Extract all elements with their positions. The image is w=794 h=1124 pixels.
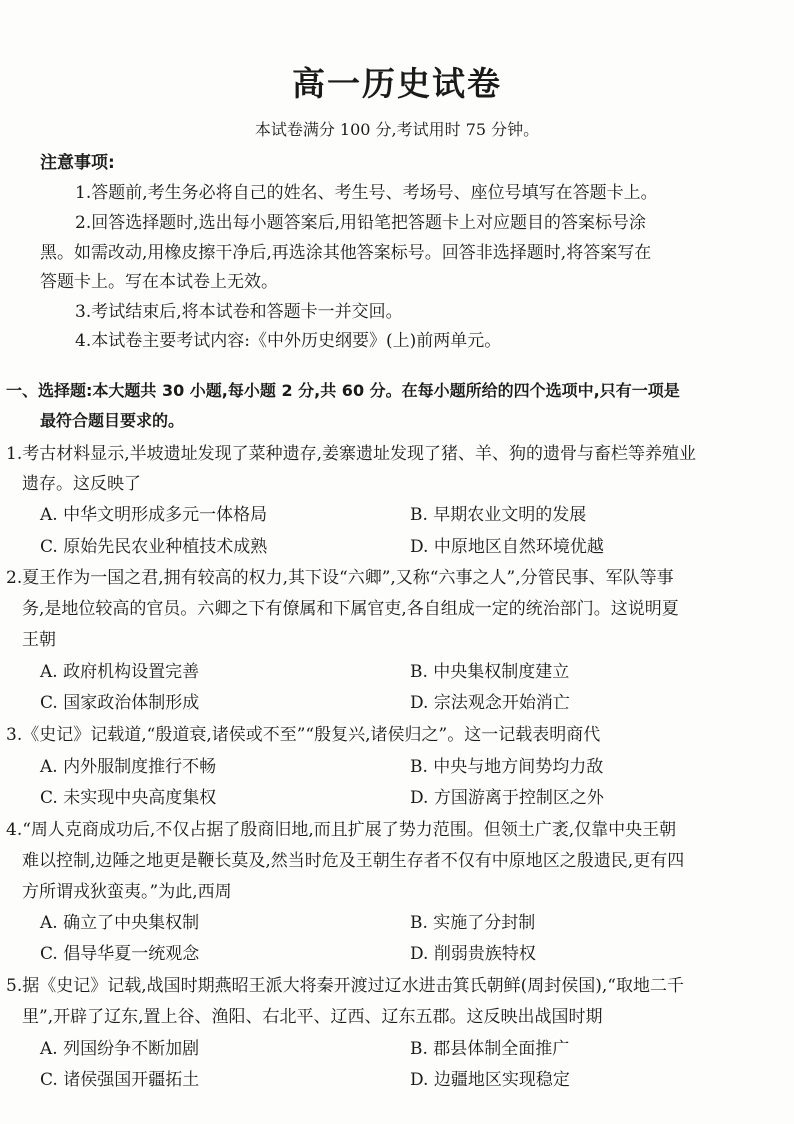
option-b: B. 实施了分封制: [410, 913, 536, 933]
question-stem: 务,是地位较高的官员。六卿之下有僚属和下属官吏,各自组成一定的统治部门。这说明夏: [22, 599, 679, 619]
exam-subtitle: 本试卷满分 100 分,考试用时 75 分钟。: [254, 120, 540, 139]
option-a: A. 政府机构设置完善: [40, 662, 200, 682]
question-stem: 王朝: [22, 630, 56, 650]
question-stem: 1.考古材料显示,半坡遗址发现了菜种遗存,姜寨遗址发现了猪、羊、狗的遗骨与畜栏等养殖业: [6, 444, 697, 464]
option-a: A. 内外服制度推行不畅: [40, 757, 217, 777]
notice-line: 答题卡上。写在本试卷上无效。: [40, 272, 278, 292]
option-b: B. 中央与地方间势均力敌: [410, 757, 604, 777]
option-a: A. 确立了中央集权制: [40, 913, 200, 933]
option-d: D. 宗法观念开始消亡: [410, 693, 570, 713]
option-b: B. 中央集权制度建立: [410, 662, 570, 682]
section-heading-cont: 最符合题目要求的。: [40, 411, 185, 430]
question-stem: 里”,开辟了辽东,置上谷、渔阳、右北平、辽西、辽东五郡。这反映出战国时期: [22, 1007, 603, 1027]
page-title: 高一历史试卷: [292, 64, 502, 103]
section-heading: 一、选择题:本大题共 30 小题,每小题 2 分,共 60 分。在每小题所给的四个选项中,只有一项是: [6, 381, 680, 400]
question-stem: 3.《史记》记载道,“殷道衰,诸侯或不至”“殷复兴,诸侯归之”。这一记载表明商代: [6, 725, 601, 745]
option-d: D. 削弱贵族特权: [410, 944, 536, 964]
option-c: C. 诸侯强国开疆拓土: [40, 1070, 200, 1090]
option-d: D. 边疆地区实现稳定: [410, 1070, 570, 1090]
option-a: A. 列国纷争不断加剧: [40, 1039, 200, 1059]
option-b: B. 早期农业文明的发展: [410, 505, 587, 525]
question-stem: 难以控制,边陲之地更是鞭长莫及,然当时危及王朝生存者不仅有中原地区之殷遗民,更有四: [22, 851, 685, 871]
option-d: D. 中原地区自然环境优越: [410, 537, 604, 557]
option-c: C. 国家政治体制形成: [40, 693, 200, 713]
notice-line: 2.回答选择题时,选出每小题答案后,用铅笔把答题卡上对应题目的答案标号涂: [75, 213, 647, 233]
notice-heading: 注意事项:: [40, 153, 115, 173]
option-d: D. 方国游离于控制区之外: [410, 788, 604, 808]
question-stem: 4.“周人克商成功后,不仅占据了殷商旧地,而且扩展了势力范围。但领土广袤,仅靠中央王朝: [6, 820, 677, 840]
question-stem: 5.据《史记》记载,战国时期燕昭王派大将秦开渡过辽水进击箕氏朝鲜(周封侯国),“取地二千: [6, 976, 684, 996]
notice-line: 黑。如需改动,用橡皮擦干净后,再选涂其他答案标号。回答非选择题时,将答案写在: [40, 243, 652, 263]
option-b: B. 郡县体制全面推广: [410, 1039, 570, 1059]
option-c: C. 倡导华夏一统观念: [40, 944, 200, 964]
notice-line: 4.本试卷主要考试内容:《中外历史纲要》(上)前两单元。: [75, 331, 502, 351]
notice-line: 3.考试结束后,将本试卷和答题卡一并交回。: [75, 302, 403, 322]
option-c: C. 未实现中央高度集权: [40, 788, 217, 808]
question-stem: 方所谓戎狄蛮夷。”为此,西周: [22, 882, 232, 902]
option-a: A. 中华文明形成多元一体格局: [40, 505, 268, 525]
question-stem: 遗存。这反映了: [22, 474, 141, 494]
question-stem: 2.夏王作为一国之君,拥有较高的权力,其下设“六卿”,又称“六事之人”,分管民事、军队等事: [6, 568, 674, 588]
notice-line: 1.答题前,考生务必将自己的姓名、考生号、考场号、座位号填写在答题卡上。: [75, 183, 658, 203]
option-c: C. 原始先民农业种植技术成熟: [40, 537, 268, 557]
